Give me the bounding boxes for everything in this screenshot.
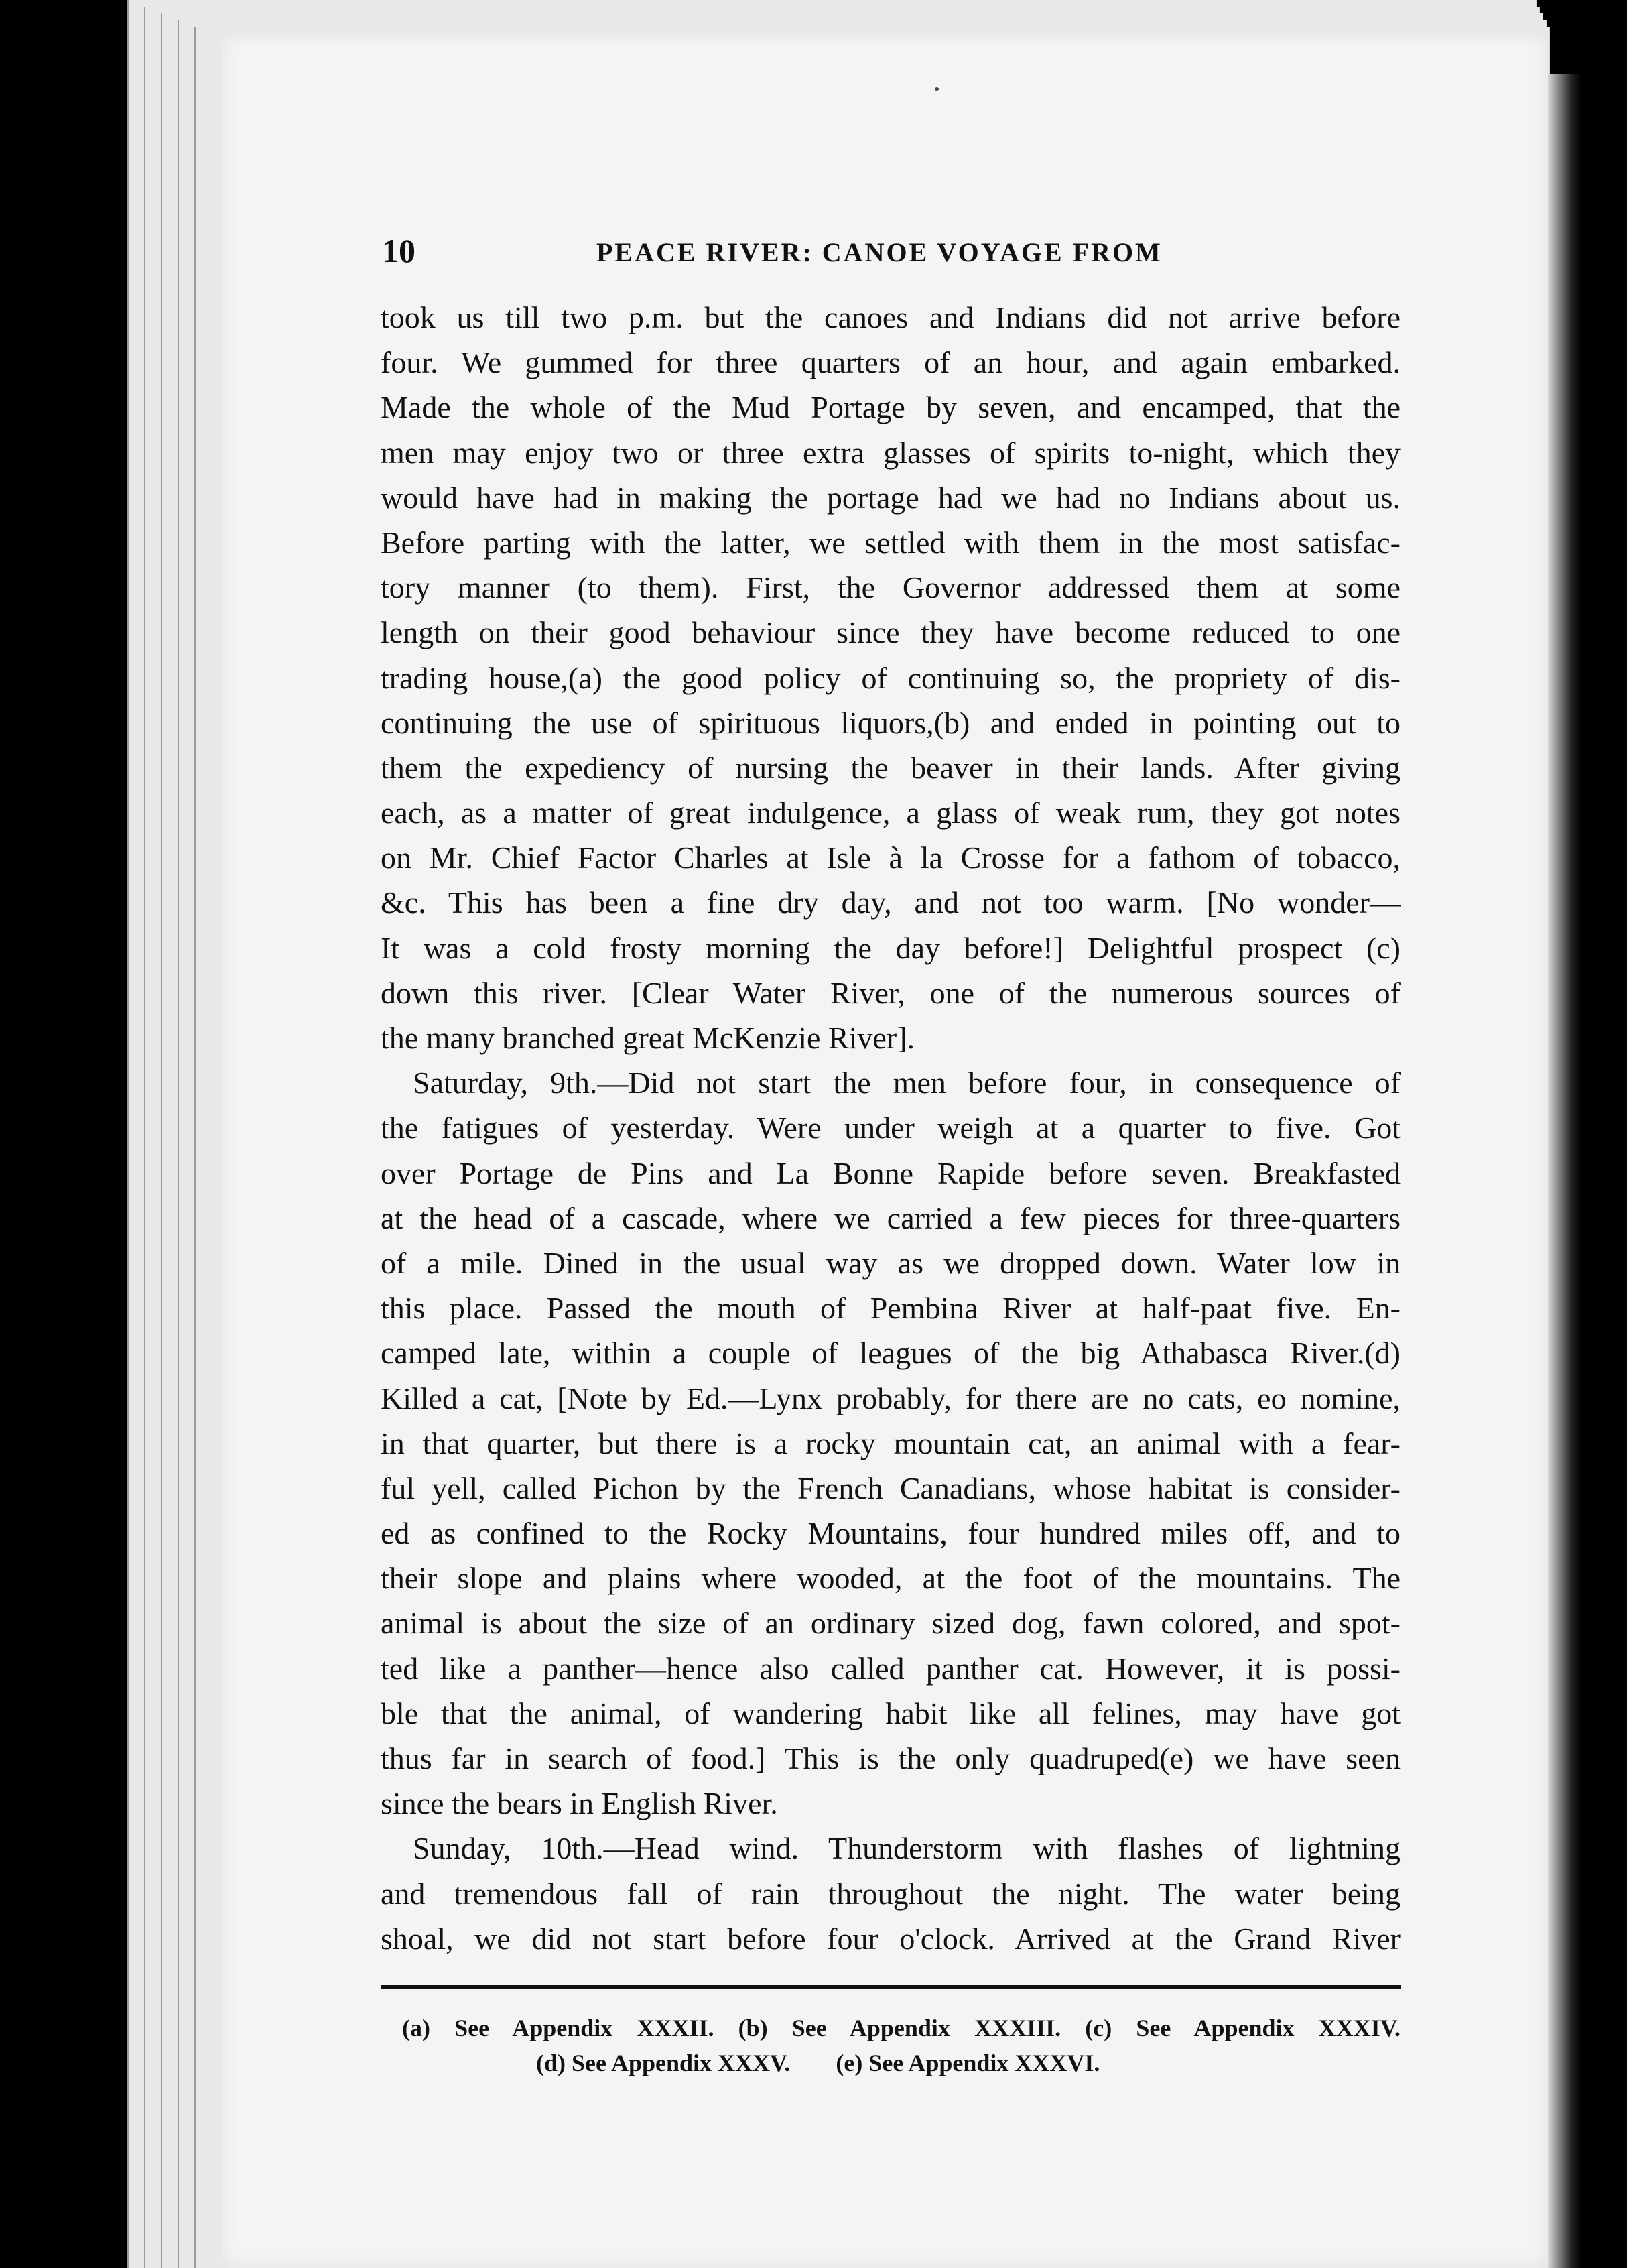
text-line: down this river. [Clear Water River, one of the numerous sources of [381, 975, 1401, 1010]
footnote-a: (a) See Appendix XXXII. [402, 2015, 714, 2041]
text-line: Before parting with the latter, we settled with them in the most satisfac- [381, 525, 1401, 560]
text-line: ted like a panther—hence also called panther cat. However, it is possi- [381, 1651, 1401, 1686]
text-line: thus far in search of food.] This is the only quadruped(e) we have seen [381, 1741, 1401, 1775]
text-line: this place. Passed the mouth of Pembina River at half-paat five. En- [381, 1291, 1401, 1326]
text-line: It was a cold frosty morning the day before!] Delightful prospect (c) [381, 930, 1401, 965]
page-number: 10 [382, 232, 415, 269]
text-line: Made the whole of the Mud Portage by seven, and encamped, that the [381, 390, 1401, 425]
text-line: and tremendous fall of rain throughout the night. The water being [381, 1876, 1401, 1911]
text-line: each, as a matter of great indulgence, a glass of weak rum, they got notes [381, 796, 1401, 830]
text-line: ed as confined to the Rocky Mountains, four hundred miles off, and to [381, 1516, 1401, 1551]
text-line: of a mile. Dined in the usual way as we dropped down. Water low in [381, 1245, 1401, 1280]
running-head: PEACE RIVER: CANOE VOYAGE FROM [596, 237, 1163, 267]
footnote-rule [381, 1985, 1401, 1989]
text-line: ful yell, called Pichon by the French Canadians, whose habitat is consider- [381, 1470, 1401, 1505]
text-line: four. We gummed for three quarters of an hour, and again embarked. [381, 345, 1401, 380]
text-line: the many branched great McKenzie River]. [381, 1021, 915, 1055]
text-line: ble that the animal, of wandering habit like all felines, may have got [381, 1696, 1401, 1730]
footnote-b: (b) See Appendix XXXIII. [738, 2015, 1061, 2041]
footnotes [402, 2011, 1401, 2080]
text-line: &c. This has been a fine dry day, and not too warm. [No wonder— [381, 885, 1401, 920]
text-line: in that quarter, but there is a rocky mountain cat, an animal with a fear- [381, 1426, 1401, 1460]
text-line: since the bears in English River. [381, 1786, 778, 1821]
text-line: tory manner (to them). First, the Governor addressed them at some [381, 570, 1401, 605]
book-spine-shadow [1548, 74, 1581, 2268]
text-line: Killed a cat, [Note by Ed.—Lynx probably, for there are no cats, eo nomine, [381, 1381, 1401, 1415]
footnote-d: (d) See Appendix XXXV. [536, 2050, 791, 2076]
text-line: at the head of a cascade, where we carried a few pieces for three-quarters [381, 1200, 1401, 1235]
text-line: their slope and plains where wooded, at the foot of the mountains. The [381, 1561, 1401, 1596]
text-line: camped late, within a couple of leagues of the big Athabasca River.(d) [381, 1336, 1401, 1371]
text-line: Saturday, 9th.—Did not start the men before four, in consequence of [413, 1066, 1401, 1100]
text-line: men may enjoy two or three extra glasses of spirits to-night, which they [381, 435, 1401, 470]
footnote-e: (e) See Appendix XXXVI. [836, 2050, 1100, 2076]
text-line: Sunday, 10th.—Head wind. Thunderstorm with flashes of lightning [413, 1831, 1401, 1866]
text-line: trading house,(a) the good policy of continuing so, the propriety of dis- [381, 660, 1401, 695]
footnote-line [402, 2045, 1401, 2080]
text-line: shoal, we did not start before four o'clock. Arrived at the Grand River [381, 1921, 1401, 1956]
text-line: length on their good behaviour since they have become reduced to one [381, 615, 1401, 650]
text-line: would have had in making the portage had we had no Indians about us. [381, 480, 1401, 515]
text-line: them the expediency of nursing the beaver in their lands. After giving [381, 750, 1401, 785]
text-line: over Portage de Pins and La Bonne Rapide before seven. Breakfasted [381, 1155, 1401, 1190]
text-line: on Mr. Chief Factor Charles at Isle à la Crosse for a fathom of tobacco, [381, 840, 1401, 875]
text-line: the fatigues of yesterday. Were under weigh at a quarter to five. Got [381, 1111, 1401, 1145]
page-header [382, 231, 1401, 278]
speck [935, 87, 939, 91]
text-line: took us till two p.m. but the canoes and Indians did not arrive before [381, 300, 1401, 334]
footnote-c: (c) See Appendix XXXIV. [1085, 2015, 1401, 2041]
footnote-line [402, 2011, 1401, 2045]
text-line: continuing the use of spirituous liquors,(b) and ended in pointing out to [381, 705, 1401, 740]
body-text [381, 295, 1401, 1961]
text-line: animal is about the size of an ordinary sized dog, fawn colored, and spot- [381, 1606, 1401, 1641]
